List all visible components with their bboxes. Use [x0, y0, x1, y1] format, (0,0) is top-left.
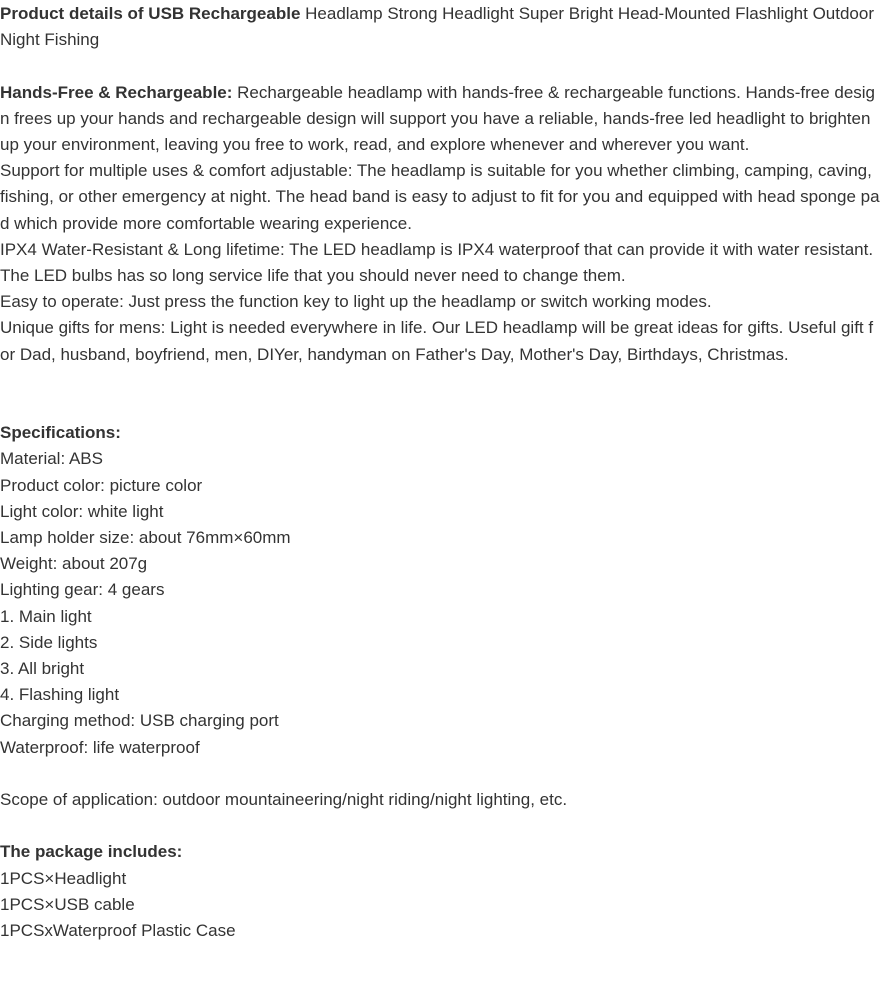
spec-line: 1. Main light — [0, 606, 92, 626]
spacer — [0, 368, 880, 394]
spec-line: 3. All bright — [0, 659, 85, 679]
package-item: 1PCS×Headlight — [0, 868, 127, 888]
package-item: 1PCSxWaterproof Plastic Case — [0, 921, 236, 941]
spec-line: 4. Flashing light — [0, 685, 120, 705]
package-heading — [0, 839, 880, 865]
feature-hands-free-text: Rechargeable headlamp with hands-free & rechargeable functions. Hands-free design frees up your hands and rechargeable design will support you have a reliable, hands-free led headlight to brighten up your environment, leaving you free to work, read, and explore whenever and wherever you want. — [0, 82, 876, 154]
specifications-heading — [0, 420, 880, 446]
feature-gifts: Unique gifts for mens: Light is needed everywhere in life. Our LED headlamp will be great ideas for gifts. Useful gift for Dad, husband, boyfriend, men, DIYer, handyman on Father's Day, Mother's Day, Birthdays, Christmas. — [0, 318, 874, 364]
spacer — [0, 394, 880, 420]
scope-of-application: Scope of application: outdoor mountaineering/night riding/night lighting, etc. — [0, 790, 568, 810]
spec-line: Light color: white light — [0, 501, 164, 521]
feature-multiple-uses: Support for multiple uses & comfort adjustable: The headlamp is suitable for you whether climbing, camping, caving, fishing, or other emergency at night. The head band is easy to adjust to fit for you and equipped with head sponge pad which provide more comfortable wearing experience. — [0, 161, 880, 233]
spec-line: Lamp holder size: about 76mm×60mm — [0, 528, 291, 548]
package-item: 1PCS×USB cable — [0, 894, 135, 914]
spec-line: Charging method: USB charging port — [0, 711, 279, 731]
spec-line: Product color: picture color — [0, 475, 203, 495]
product-title-bold: Product details of USB Rechargeable — [0, 4, 301, 23]
spec-line: Material: ABS — [0, 449, 103, 469]
feature-hands-free-heading: Hands-Free & Rechargeable: — [0, 82, 233, 102]
product-title — [0, 1, 880, 53]
feature-ipx4: IPX4 Water-Resistant & Long lifetime: The LED headlamp is IPX4 waterproof that can provide it with water resistant. The LED bulbs has so long service life that you should never need to change them. — [0, 239, 878, 286]
package-heading-text: The package includes: — [0, 842, 183, 862]
spacer — [0, 53, 880, 79]
package-list — [0, 866, 880, 945]
spec-line: Waterproof: life waterproof — [0, 737, 200, 757]
specifications-heading-text: Specifications: — [0, 423, 121, 443]
spec-line: Lighting gear: 4 gears — [0, 580, 165, 600]
product-title-rest: Headlamp Strong Headlight Super Bright Head-Mounted Flashlight Outdoor Night Fishing — [0, 4, 879, 50]
feature-hands-free — [0, 80, 880, 159]
spacer — [0, 813, 880, 839]
spec-line: Weight: about 207g — [0, 554, 148, 574]
feature-easy-operate: Easy to operate: Just press the function key to light up the headlamp or switch working modes. — [0, 292, 712, 312]
specifications-list — [0, 446, 880, 760]
spec-line: 2. Side lights — [0, 632, 98, 652]
spacer — [0, 761, 880, 787]
